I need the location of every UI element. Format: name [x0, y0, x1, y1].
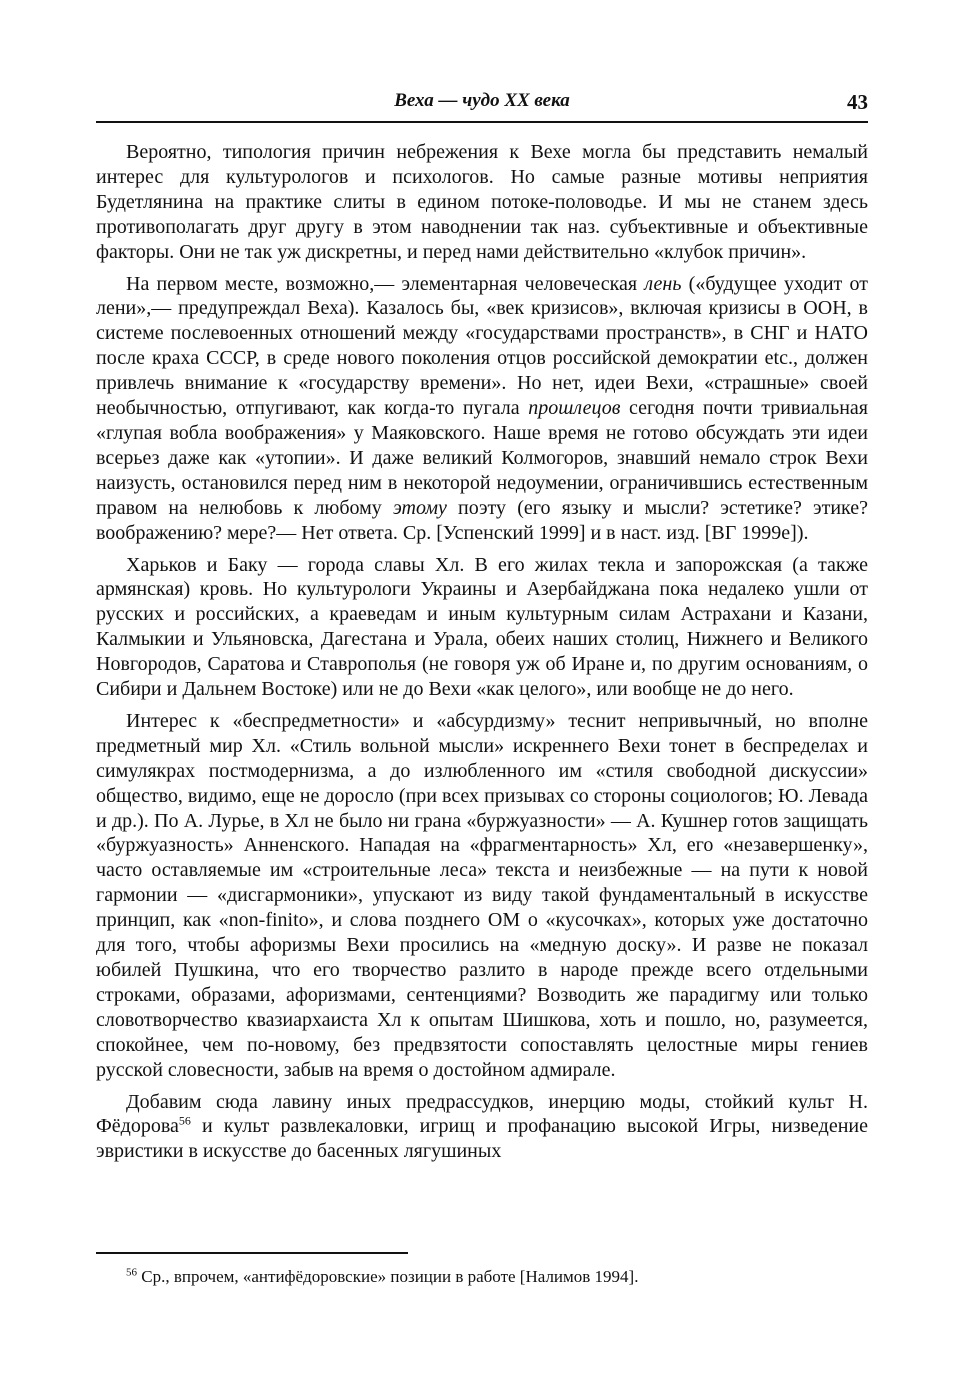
text-run: сегодня почти тривиальная «глупая вобла воображения» у Маяковского. Наше время не готово обсуждать эти идеи всерьез даже как «утопии». И даже великий Колмогоров, знавший немало строк Вехи наизусть, остановился перед ним в некоторой недоумении, ограничившись естественным правом на нелюбовь к любому [96, 397, 868, 519]
text-run: и культ развлекаловки, игрищ и профанацию высокой Игры, низведение эвристики в искусстве до басенных лягушиных [96, 1115, 868, 1163]
footnote-number: 56 [126, 1266, 137, 1279]
footnote-rule [96, 1252, 408, 1254]
emphasis: прошлецов [528, 397, 621, 420]
paragraph [96, 1090, 868, 1165]
emphasis: лень [644, 272, 682, 295]
main-text [96, 140, 868, 1164]
footnote-reference[interactable]: 56 [178, 1113, 191, 1128]
paragraph [96, 272, 868, 546]
paragraph: Интерес к «беспредметности» и «абсурдизму» теснит непривычный, но вполне предметный мир Хл. «Стиль вольной мысли» искреннего Вехи тонет в беспределах и симулякрах постмодернизма, а до излюбленного им «стиля свободной дискуссии» общество, видимо, еще не доросло (при всех призывах со стороны социологов; Ю. Левада и др.). По А. Лурье, в Хл не было ни грана «буржуазности» — А. Кушнер готов защищать «буржуазность» Анненского. Нападая на «фрагментарность» Хл, его «незавершенку», часто оставляемые им «строительные леса» текста и неизбежные — на пути к новой гармонии — «дисгармоники», упускают из виду такой фундаментальный в искусстве принцип, как «non-finito», и слова позднего ОМ о «кусочках», которых уже достаточно для того, чтобы афоризмы Вехи просились на «медную доску». И разве не показал юбилей Пушкина, что его творчество разлито в народе прежде всего отдельными строками, образами, афоризмами, сентенциями? Возводить же парадигму или только словотворчество квазиархаиста Хл к опытам Шишкова, хоть и пошло, но, разумеется, спокойнее, чем по-новому, без предвзятости сопоставлять целостные миры гениев русской словесности, забыв на время о достойном адмирале. [96, 709, 868, 1081]
page-number: 43 [847, 90, 868, 114]
emphasis: этому [392, 496, 447, 519]
text-run: Добавим сюда лавину иных предрассудков, инерцию моды, стойкий культ Н. Фёдорова [96, 1090, 868, 1138]
paragraph: Вероятно, типология причин небрежения к Вехе могла бы представить немалый интерес для культурологов и психологов. Но самые разные мотивы неприятия Будетлянина на практике слиты в едином потоке-половодье. И мы не станем здесь противополагать друг другу в этом наводнении так наз. субъективные и объективные факторы. Они не так уж дискретны, и перед нами действительно «клубок причин». [96, 141, 868, 263]
paragraph: Харьков и Баку — города славы Хл. В его жилах текла и запорожская (а также армянская) кровь. Но культурологи Украины и Азербайджана пока недалеко ушли от русских и российских, а краеведам и иным культурным силам Астрахани и Казани, Калмыкии и Ульяновска, Дагестана и Урала, обеих наших столиц, Нижнего и Великого Новгородов, Саратова и Ставрополья (не говоря уж об Иране и, по другим основаниям, о Сибири и Дальнем Востоке) или не до Вехи «как целого», или вообще не до него. [96, 553, 868, 701]
running-head [96, 86, 868, 120]
footnote [126, 1266, 868, 1288]
text-run: («будущее уходит от лени»,— предупреждал Веха). Казалось бы, «век кризисов», включая кризисы в ООН, в системе послевоенных отношений между «государствами пространств», в СНГ и НАТО после краха СССР, в среде нового поколения отцов российской демократии etc., должен привлечь внимание к «государству времени». Но нет, идеи Вехи, «страшные» своей необычностью, отпугивают, как когда-то пугала [96, 272, 868, 420]
text-run: поэту (его языку и мысли? эстетике? этике? воображению? мере?— Нет ответа. Ср. [Успенский 1999] и в наст. изд. [ВГ 1999е]). [96, 496, 869, 544]
text-run: На первом месте, возможно,— элементарная человеческая [126, 272, 645, 295]
running-title: Веха — чудо XX века [394, 90, 570, 111]
footnote-text: Ср., впрочем, «антифёдоровские» позиции в работе [Налимов 1994]. [137, 1267, 639, 1286]
header-rule [96, 121, 868, 123]
